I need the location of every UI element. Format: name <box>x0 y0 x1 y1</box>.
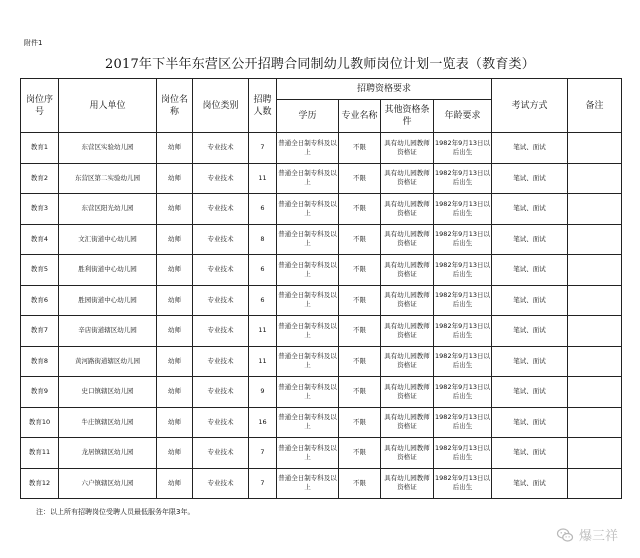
cell-post-category: 专业技术 <box>193 194 249 225</box>
cell-post-no: 教育11 <box>21 438 59 469</box>
header-post-name: 岗位名称 <box>157 79 193 133</box>
cell-employer: 东营区实验幼儿园 <box>59 133 157 164</box>
cell-employer: 胜园街道中心幼儿园 <box>59 285 157 316</box>
cell-headcount: 16 <box>249 407 277 438</box>
cell-post-name: 幼师 <box>157 133 193 164</box>
cell-other-conditions: 具有幼儿园教师资格证 <box>381 346 434 377</box>
cell-remarks <box>568 163 622 194</box>
cell-remarks <box>568 438 622 469</box>
cell-headcount: 8 <box>249 224 277 255</box>
cell-post-name: 幼师 <box>157 316 193 347</box>
cell-employer: 胜利街道中心幼儿园 <box>59 255 157 286</box>
cell-post-category: 专业技术 <box>193 438 249 469</box>
cell-post-no: 教育7 <box>21 316 59 347</box>
cell-employer: 文汇街道中心幼儿园 <box>59 224 157 255</box>
attachment-label: 附件1 <box>24 39 43 47</box>
cell-age: 1982年9月13日以后出生 <box>434 316 492 347</box>
cell-exam-method: 笔试、面试 <box>492 285 568 316</box>
cell-major: 不限 <box>339 133 381 164</box>
cell-employer: 辛店街道辖区幼儿园 <box>59 316 157 347</box>
cell-other-conditions: 具有幼儿园教师资格证 <box>381 285 434 316</box>
cell-post-name: 幼师 <box>157 255 193 286</box>
cell-post-category: 专业技术 <box>193 285 249 316</box>
cell-exam-method: 笔试、面试 <box>492 194 568 225</box>
header-employer: 用人单位 <box>59 79 157 133</box>
cell-exam-method: 笔试、面试 <box>492 255 568 286</box>
cell-other-conditions: 具有幼儿园教师资格证 <box>381 438 434 469</box>
cell-post-name: 幼师 <box>157 407 193 438</box>
cell-post-no: 教育1 <box>21 133 59 164</box>
header-education: 学历 <box>277 100 339 133</box>
cell-age: 1982年9月13日以后出生 <box>434 346 492 377</box>
cell-post-name: 幼师 <box>157 163 193 194</box>
cell-headcount: 9 <box>249 377 277 408</box>
cell-post-name: 幼师 <box>157 438 193 469</box>
cell-headcount: 7 <box>249 438 277 469</box>
document-title: 2017年下半年东营区公开招聘合同制幼儿教师岗位计划一览表（教育类） <box>105 57 535 72</box>
header-age: 年龄要求 <box>434 100 492 133</box>
cell-education: 普通全日制专科及以上 <box>277 194 339 225</box>
cell-post-no: 教育12 <box>21 468 59 499</box>
cell-major: 不限 <box>339 285 381 316</box>
cell-major: 不限 <box>339 407 381 438</box>
cell-age: 1982年9月13日以后出生 <box>434 255 492 286</box>
cell-post-category: 专业技术 <box>193 346 249 377</box>
table-row <box>21 377 622 408</box>
cell-post-no: 教育9 <box>21 377 59 408</box>
cell-age: 1982年9月13日以后出生 <box>434 163 492 194</box>
cell-remarks <box>568 194 622 225</box>
cell-post-category: 专业技术 <box>193 468 249 499</box>
cell-other-conditions: 具有幼儿园教师资格证 <box>381 255 434 286</box>
cell-exam-method: 笔试、面试 <box>492 224 568 255</box>
cell-remarks <box>568 224 622 255</box>
header-post-category: 岗位类别 <box>193 79 249 133</box>
cell-other-conditions: 具有幼儿园教师资格证 <box>381 468 434 499</box>
cell-age: 1982年9月13日以后出生 <box>434 468 492 499</box>
cell-other-conditions: 具有幼儿园教师资格证 <box>381 224 434 255</box>
cell-major: 不限 <box>339 438 381 469</box>
cell-post-no: 教育10 <box>21 407 59 438</box>
cell-employer: 东营区阳光幼儿园 <box>59 194 157 225</box>
cell-exam-method: 笔试、面试 <box>492 133 568 164</box>
cell-post-no: 教育8 <box>21 346 59 377</box>
table-row <box>21 163 622 194</box>
cell-education: 普通全日制专科及以上 <box>277 316 339 347</box>
cell-employer: 龙居镇辖区幼儿园 <box>59 438 157 469</box>
cell-employer: 史口镇辖区幼儿园 <box>59 377 157 408</box>
cell-exam-method: 笔试、面试 <box>492 438 568 469</box>
table-row <box>21 468 622 499</box>
cell-major: 不限 <box>339 346 381 377</box>
cell-age: 1982年9月13日以后出生 <box>434 438 492 469</box>
table-row <box>21 255 622 286</box>
header-post-no: 岗位序号 <box>21 79 59 133</box>
header-other-conditions: 其他资格条件 <box>381 100 434 133</box>
cell-post-name: 幼师 <box>157 194 193 225</box>
cell-remarks <box>568 285 622 316</box>
cell-headcount: 6 <box>249 194 277 225</box>
cell-post-name: 幼师 <box>157 377 193 408</box>
table-row <box>21 407 622 438</box>
cell-education: 普通全日制专科及以上 <box>277 224 339 255</box>
cell-exam-method: 笔试、面试 <box>492 468 568 499</box>
cell-exam-method: 笔试、面试 <box>492 346 568 377</box>
cell-remarks <box>568 133 622 164</box>
cell-post-category: 专业技术 <box>193 133 249 164</box>
footnote: 注：以上所有招聘岗位受聘人员最低服务年限3年。 <box>36 508 195 516</box>
cell-headcount: 11 <box>249 346 277 377</box>
header-requirements-group: 招聘资格要求 <box>277 79 492 100</box>
cell-post-category: 专业技术 <box>193 316 249 347</box>
wechat-logo-icon <box>556 526 574 544</box>
cell-post-name: 幼师 <box>157 468 193 499</box>
table-row <box>21 224 622 255</box>
cell-age: 1982年9月13日以后出生 <box>434 285 492 316</box>
cell-post-no: 教育2 <box>21 163 59 194</box>
cell-employer: 黄河路街道辖区幼儿园 <box>59 346 157 377</box>
cell-headcount: 11 <box>249 316 277 347</box>
cell-education: 普通全日制专科及以上 <box>277 163 339 194</box>
cell-other-conditions: 具有幼儿园教师资格证 <box>381 316 434 347</box>
cell-other-conditions: 具有幼儿园教师资格证 <box>381 133 434 164</box>
cell-post-category: 专业技术 <box>193 224 249 255</box>
cell-major: 不限 <box>339 224 381 255</box>
cell-headcount: 6 <box>249 255 277 286</box>
cell-remarks <box>568 255 622 286</box>
header-exam-method: 考试方式 <box>492 79 568 133</box>
header-headcount: 招聘人数 <box>249 79 277 133</box>
cell-exam-method: 笔试、面试 <box>492 407 568 438</box>
cell-age: 1982年9月13日以后出生 <box>434 133 492 164</box>
cell-post-name: 幼师 <box>157 346 193 377</box>
cell-post-no: 教育3 <box>21 194 59 225</box>
cell-headcount: 11 <box>249 163 277 194</box>
cell-education: 普通全日制专科及以上 <box>277 133 339 164</box>
cell-education: 普通全日制专科及以上 <box>277 407 339 438</box>
cell-post-category: 专业技术 <box>193 163 249 194</box>
cell-major: 不限 <box>339 316 381 347</box>
cell-exam-method: 笔试、面试 <box>492 377 568 408</box>
table-header-row <box>21 79 622 100</box>
watermark-text: 爆三祥 <box>578 529 618 544</box>
cell-age: 1982年9月13日以后出生 <box>434 407 492 438</box>
cell-other-conditions: 具有幼儿园教师资格证 <box>381 407 434 438</box>
cell-post-name: 幼师 <box>157 285 193 316</box>
cell-remarks <box>568 316 622 347</box>
cell-major: 不限 <box>339 255 381 286</box>
cell-age: 1982年9月13日以后出生 <box>434 224 492 255</box>
table-row <box>21 316 622 347</box>
cell-education: 普通全日制专科及以上 <box>277 255 339 286</box>
table-row <box>21 438 622 469</box>
cell-post-no: 教育5 <box>21 255 59 286</box>
cell-post-no: 教育6 <box>21 285 59 316</box>
cell-remarks <box>568 407 622 438</box>
cell-age: 1982年9月13日以后出生 <box>434 377 492 408</box>
cell-other-conditions: 具有幼儿园教师资格证 <box>381 163 434 194</box>
cell-major: 不限 <box>339 468 381 499</box>
cell-remarks <box>568 377 622 408</box>
table-row <box>21 194 622 225</box>
cell-education: 普通全日制专科及以上 <box>277 377 339 408</box>
cell-education: 普通全日制专科及以上 <box>277 346 339 377</box>
table-row <box>21 346 622 377</box>
watermark <box>556 525 618 544</box>
cell-education: 普通全日制专科及以上 <box>277 285 339 316</box>
cell-employer: 东营区第二实验幼儿园 <box>59 163 157 194</box>
cell-major: 不限 <box>339 377 381 408</box>
cell-major: 不限 <box>339 163 381 194</box>
cell-employer: 牛庄镇辖区幼儿园 <box>59 407 157 438</box>
cell-post-name: 幼师 <box>157 224 193 255</box>
cell-post-category: 专业技术 <box>193 377 249 408</box>
cell-other-conditions: 具有幼儿园教师资格证 <box>381 377 434 408</box>
cell-remarks <box>568 346 622 377</box>
cell-age: 1982年9月13日以后出生 <box>434 194 492 225</box>
header-remarks: 备注 <box>568 79 622 133</box>
cell-remarks <box>568 468 622 499</box>
recruitment-plan-table <box>20 78 622 499</box>
cell-headcount: 7 <box>249 133 277 164</box>
table-row <box>21 285 622 316</box>
cell-education: 普通全日制专科及以上 <box>277 468 339 499</box>
cell-post-category: 专业技术 <box>193 255 249 286</box>
cell-exam-method: 笔试、面试 <box>492 316 568 347</box>
cell-education: 普通全日制专科及以上 <box>277 438 339 469</box>
cell-major: 不限 <box>339 194 381 225</box>
cell-other-conditions: 具有幼儿园教师资格证 <box>381 194 434 225</box>
cell-exam-method: 笔试、面试 <box>492 163 568 194</box>
header-major: 专业名称 <box>339 100 381 133</box>
cell-employer: 六户镇辖区幼儿园 <box>59 468 157 499</box>
cell-post-category: 专业技术 <box>193 407 249 438</box>
cell-headcount: 7 <box>249 468 277 499</box>
table-row <box>21 133 622 164</box>
cell-headcount: 6 <box>249 285 277 316</box>
cell-post-no: 教育4 <box>21 224 59 255</box>
